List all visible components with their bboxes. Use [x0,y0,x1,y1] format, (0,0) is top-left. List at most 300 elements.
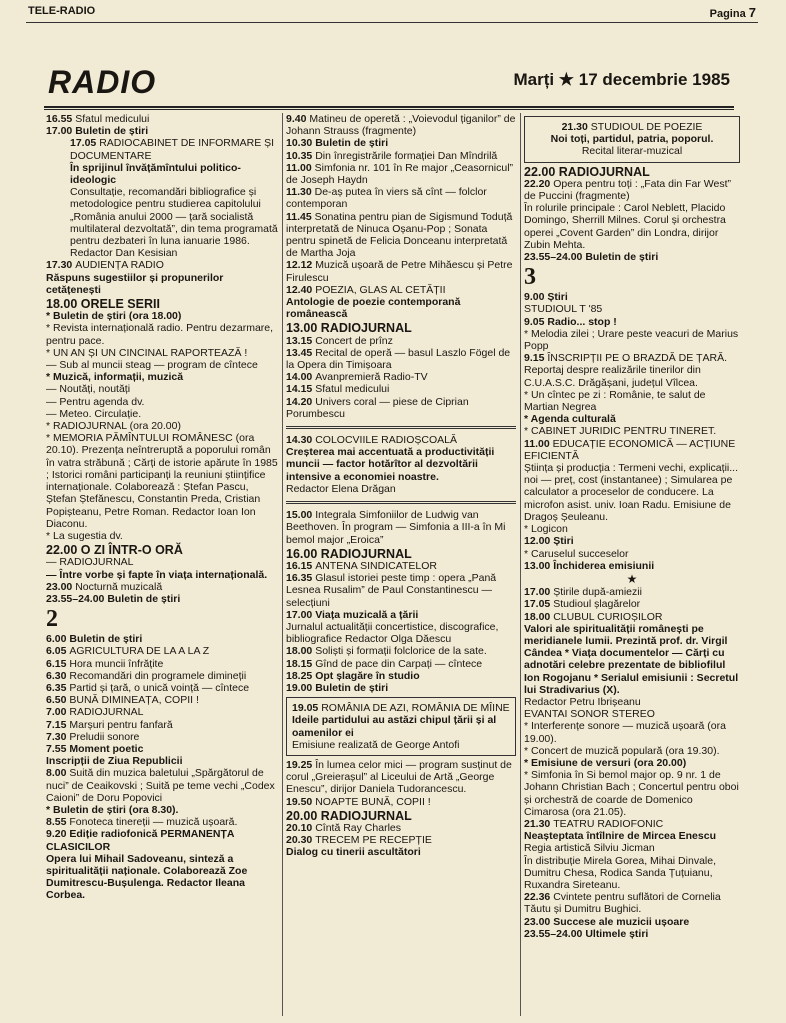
schedule-entry [286,509,516,546]
schedule-entry [286,670,516,682]
entry-text: EDUCAȚIE ECONOMICĂ — ACȚIUNE EFICIENTĂ [524,437,736,462]
schedule-entry [46,719,278,731]
entry-text: * Un cîntec pe zi : Românie, te salut de Martian Negrea [524,388,706,414]
entry-text: * Muzică, informații, muzică [46,371,184,384]
entry-text: Opera lui Mihail Sadoveanu, sinteză a spiritualității naționale. Colaborează Zoe Dumitrescu-Bușulenga. Redactor Ileana Corbea. [46,852,248,902]
schedule-entry [286,211,516,260]
entry-text: Știri [547,291,568,304]
entry-text: Inscripții de Ziua Republicii [46,755,183,768]
entry-text: RADIOJURNAL [320,321,412,336]
schedule-entry [286,347,516,371]
entry-text: Univers coral — piese de Ciprian Porumbescu [286,395,469,420]
page-word: Pagina [709,8,746,20]
entry-text: Neașteptata întîlnire de Mircea Enescu [524,830,716,843]
schedule-entry [286,335,516,347]
page-digit: 7 [748,5,756,20]
entry-text: — Sub al muncii steag — program de cîntece [46,359,258,372]
entry-text: Marșuri pentru fanfară [69,718,173,731]
entry-text: Gînd de pace din Carpați — cîntece [315,657,483,670]
entry-time: 22.00 [524,164,559,179]
schedule-entry [292,714,510,738]
entry-time: 19.05 [292,702,322,715]
entry-text: Buletin de știri [585,251,659,264]
entry-time: 18.15 [286,657,316,670]
entry-time: 7.15 [46,718,70,731]
schedule-entry [524,611,740,623]
schedule-entry [46,853,278,902]
schedule-entry [46,113,278,125]
header-rule-thin [44,109,734,110]
separator [286,501,516,504]
entry-text: Recomandări din programele dimineții [69,669,247,682]
entry-text: — Meteo. Circulație. [46,407,142,420]
schedule-entry [524,720,740,744]
schedule-entry [286,548,516,560]
entry-text: Știința și producția : Termeni vechi, explicații... noi — preț, cost (instantanee) ; Simularea pe calculator a proceselor de conducere. La microfon asist. univ. Ioan Radu. Emisiune de Dragoș Șeuleanu. [524,462,738,523]
schedule-entry [286,682,516,694]
entry-text: RADIOJURNAL [69,706,144,719]
schedule-entry [46,670,278,682]
schedule-entry [524,166,740,178]
entry-text: Închiderea emisiunii [553,559,655,572]
entry-text: Cîntă Ray Charles [315,821,401,834]
day-number-2: 2 [46,606,58,633]
entry-text: Buletin de știri [69,633,143,646]
entry-time: 14.15 [286,383,316,396]
schedule-entry [524,352,740,389]
schedule-entry [524,251,740,263]
schedule-entry [524,757,740,769]
schedule-entry [286,150,516,162]
schedule-entry [286,822,516,834]
schedule-block-3a [524,166,740,264]
schedule-entry [46,310,278,322]
entry-text: * RADIOJURNAL (ora 20.00) [46,420,181,433]
schedule-entry [524,708,740,720]
entry-time: 19.50 [286,795,316,808]
entry-text: Moment poetic [69,742,144,755]
schedule-entry [286,322,516,334]
entry-text: Creșterea mai accentuată a productivității muncii — factor hotărîtor al dezvoltării intensive a economiei noastre. [286,446,495,483]
entry-text: Ediție radiofonică PERMANENȚA CLASICILOR [46,828,235,853]
schedule-entry [46,682,278,694]
entry-text: Dialog cu tinerii ascultători [286,846,421,859]
day-number-3: 3 [524,264,536,291]
entry-time: 9.15 [524,352,548,365]
schedule-entry [46,272,278,296]
column-2 [286,113,516,859]
schedule-entry [286,645,516,657]
schedule-entry [286,371,516,383]
entry-text: Studioul șlagărelor [553,598,641,611]
schedule-entry [46,371,278,383]
schedule-entry [46,593,278,605]
entry-time: 9.40 [286,113,310,125]
entry-time: 17.00 [286,608,316,621]
entry-time: 21.30 [561,121,591,133]
column-1 [46,113,278,902]
schedule-entry [46,743,278,755]
schedule-entry [524,928,740,940]
entry-text: Recital literar-muzical [581,145,683,158]
schedule-block-2b [286,509,516,694]
entry-text: Ideile partidului au astăzi chipul țării și al oamenilor ei [292,714,497,739]
schedule-entry [46,544,278,556]
entry-time: 23.55–24.00 [524,927,586,940]
schedule-entry [46,408,278,420]
entry-text: În sprijinul învățămîntului politico-ideologic [70,161,241,187]
entry-text: Simfonia nr. 101 în Re major „Ceasornicul” de Joseph Haydn [286,161,514,187]
entry-text: Buletin de știri [315,681,389,694]
schedule-entry [524,769,740,818]
schedule-block-1a [46,113,278,296]
schedule-entry [286,186,516,210]
entry-time: 13.45 [286,346,316,359]
schedule-block-1c [46,633,278,901]
entry-time: 11.45 [286,210,315,223]
entry-text: * Agenda culturală [524,413,616,426]
schedule-entry [524,818,740,830]
broadcast-date: Marți ★ 17 decembrie 1985 [513,70,730,89]
entry-text: Ultimele știri [585,927,649,940]
entry-text: ÎNSCRIPȚII PE O BRAZDĂ DE ȚARĂ. Reportaj despre realizările tinerilor din C.U.A.S.C. Drăgășani, județul Vîlcea. [524,352,728,389]
schedule-entry [292,739,510,751]
entry-time: 8.55 [46,816,70,829]
entry-time: 19.00 [286,681,316,694]
entry-text: Partid și țară, o unică voință — cîntece [69,681,250,694]
entry-text: AUDIENȚA RADIO [75,259,164,272]
schedule-entry [286,834,516,846]
entry-text: Integrala Simfoniilor de Ludwig van Beethoven. În program — Simfonia a III-a în Mi bemol major „Eroica” [286,509,506,546]
entry-text: RADIOJURNAL [320,808,412,823]
entry-text: — RADIOJURNAL [46,556,134,569]
entry-text: * Revista internațională radio. Pentru dezarmare, pentru pace. [46,322,274,347]
entry-time: 22.20 [524,177,554,190]
entry-text: STUDIOUL T '85 [524,303,603,316]
entry-text: — Pentru agenda dv. [46,395,145,408]
schedule-entry [46,359,278,371]
schedule-entry [524,328,740,352]
schedule-entry [524,438,740,462]
schedule-entry [524,560,740,572]
schedule-box-radioscoala [286,434,516,495]
entry-time: 9.00 [524,291,548,304]
schedule-entry [46,298,278,310]
entry-text: TRECEM PE RECEPȚIE [315,834,432,847]
schedule-entry [286,483,516,495]
schedule-entry [524,916,740,928]
top-rule [26,22,758,23]
schedule-entry [524,535,740,547]
entry-time: 23.00 [46,580,76,593]
schedule-entry [286,796,516,808]
entry-text: ROMÂNIA DE AZI, ROMÂNIA DE MÎINE [321,702,510,715]
entry-text: — Între vorbe și fapte în viața internațională. [46,568,268,581]
schedule-entry [46,125,278,137]
entry-text: Redactor Petru Ibrișeanu [524,695,641,708]
entry-text: Viața muzicală a țării [315,608,419,621]
entry-time: 9.05 [524,315,548,328]
entry-text: Buletin de știri [315,137,389,150]
schedule-entry [286,284,516,296]
schedule-entry [46,581,278,593]
schedule-entry [46,420,278,432]
entry-time: 19.25 [286,758,316,771]
entry-time: 7.55 [46,742,70,755]
entry-text: Sfatul medicului [75,113,150,125]
entry-time: 14.30 [286,434,316,447]
entry-time: 6.30 [46,669,70,682]
schedule-entry [286,259,516,283]
schedule-entry [286,759,516,796]
entry-text: Suită din muzica baletului „Spărgătorul de nuci” de Ceaikovski ; Suită pe teme vechi „Codex Caioni” de Doru Popovici [46,767,275,804]
entry-time: 12.12 [286,259,316,272]
schedule-entry [46,347,278,359]
schedule-entry [524,178,740,202]
column-divider-1 [282,113,283,1016]
entry-text: ORELE SERII [80,297,160,312]
schedule-entry [286,609,516,621]
entry-text: CLUBUL CURIOȘILOR [553,610,663,623]
entry-text: Buletin de știri [107,592,181,605]
schedule-entry [46,432,278,530]
schedule-entry [46,828,278,852]
entry-time: 6.50 [46,694,70,707]
entry-time: 13.00 [286,321,321,336]
entry-text: * Buletin de știri (ora 8.30). [46,803,179,816]
entry-text: Noi toți, partidul, patria, poporul. [550,133,714,146]
schedule-entry [286,658,516,670]
entry-time: 11.00 [286,161,315,174]
schedule-block-2c [286,759,516,859]
schedule-entry [46,731,278,743]
schedule-entry [524,291,740,303]
entry-text: Sonatina pentru pian de Sigismund Toduță interpretată de Ninuca Oșanu-Pop ; Sonata pentru spinetă de Felicia Donceanu interpretată de Martha Joja [286,210,513,260]
entry-time: 6.35 [46,681,70,694]
schedule-entry [524,389,740,413]
schedule-entry [286,621,516,645]
schedule-entry [46,556,278,568]
column-3 [524,113,740,940]
entry-text: Nocturnă muzicală [75,580,163,593]
entry-text: Buletin de știri [75,125,149,138]
entry-text: * Melodia zilei ; Urare peste veacuri de Marius Popp [524,327,739,353]
schedule-entry [46,569,278,581]
entry-time: 6.00 [46,633,70,646]
entry-text: TEATRU RADIOFONIC [553,817,664,830]
entry-text: Din înregistrările formației Dan Mîndrilă [315,149,498,162]
entry-text: Recital de operă — basul Laszlo Fögel de la Opera din Timișoara [286,346,511,372]
schedule-entry [524,202,740,251]
schedule-entry [524,413,740,425]
schedule-entry [46,162,278,186]
schedule-block-3b [524,291,740,572]
entry-time: 22.36 [524,891,554,904]
schedule-entry [46,186,278,247]
entry-text: Muzică ușoară de Petre Mihăescu și Petre Firulescu [286,259,513,284]
entry-text: STUDIOUL DE POEZIE [590,121,703,133]
entry-text: Opera pentru toți : „Fata din Far West” de Puccini (fragmente) [524,177,731,203]
entry-text: * Simfonia în Si bemol major op. 9 nr. 1 de Johann Christian Bach ; Concertul pentru oboi și orchestră de coarde de Domenico Cimarosa (ora 21.05). [524,769,739,818]
entry-time: 23.00 [524,915,554,928]
entry-time: 7.00 [46,706,70,719]
entry-text: Antologie de poezie contemporană românească [286,296,461,321]
page-number [710,5,756,20]
entry-time: 9.20 [46,828,70,841]
entry-text: * Interferențe sonore — muzică ușoară (ora 19.00). [524,720,726,745]
schedule-entry [286,846,516,858]
schedule-block-1b [46,298,278,605]
entry-text: * La sugestia dv. [46,529,123,542]
schedule-entry [524,598,740,610]
section-label: TELE-RADIO [28,5,96,17]
entry-text: Opt șlagăre în studio [315,669,420,682]
entry-time: 16.15 [286,559,316,572]
entry-text: Hora muncii înfrățite [69,657,164,670]
entry-text: NOAPTE BUNĂ, COPII ! [315,795,431,808]
header-rule [44,106,734,108]
entry-text: * Emisiune de versuri (ora 20.00) [524,756,687,769]
schedule-entry [46,694,278,706]
schedule-entry [524,623,740,696]
schedule-entry [524,303,740,315]
entry-text: Avanpremieră Radio-TV [315,371,428,384]
schedule-entry [46,383,278,395]
entry-time: 14.00 [286,371,316,384]
entry-text: Succese ale muzicii ușoare [553,915,690,928]
separator [286,426,516,429]
entry-time: 13.00 [524,559,554,572]
entry-text: — Noutăți, noutăți [46,383,131,396]
entry-time: 6.15 [46,657,70,670]
entry-text: * MEMORIA PĂMÎNTULUI ROMÂNESC (ora 20.10). Prezența neîntreruptă a poporului român în vatra străbună ; Cărți de istorie apărute în 1985 ; Istorici români participanți la reuniuni științifice internaționale. Colaborează : Ștefan Pascu, Ștefan Ștefănescu, Constantin Preda, Cristian Popișteanu, Petre Roman. Redactor Ioan Ion Diaconu. [46,432,278,530]
entry-time: 17.05 [70,137,100,150]
entry-time: 23.55–24.00 [524,251,586,264]
schedule-entry [46,767,278,804]
schedule-box-poezie [524,116,740,163]
entry-text: De-aș putea în viers să cînt — folclor contemporan [286,186,487,211]
schedule-block-2a [286,113,516,420]
schedule-entry [46,645,278,657]
entry-text: În lumea celor mici — program susținut de corul „Greierașul” al Liceului de Artă „George Enescu”, dirijor Daniela Tudorancescu. [286,758,512,796]
entry-text: POEZIA, GLAS AL CETĂȚII [315,283,446,296]
entry-text: * Buletin de știri (ora 18.00) [46,310,182,323]
column-divider-2 [520,113,521,1016]
schedule-entry [46,706,278,718]
entry-text: Consultație, recomandări bibliografice și metodologice pentru studierea capitolului „România anului 2000 — țară socialistă multilateral dezvoltată”, din tema programată pentru dezbateri în luna ianuarie 1986. [70,186,278,248]
entry-text: Sfatul medicului [315,383,390,396]
entry-text: Matineu de operetă : „Voievodul țiganilor” de Johann Strauss (fragmente) [286,113,516,138]
schedule-entry [286,434,516,446]
entry-text: Emisiune realizată de George Antofi [292,738,460,751]
schedule-entry [46,247,278,259]
schedule-entry [46,633,278,645]
schedule-entry [46,816,278,828]
entry-time: 20.10 [286,821,316,834]
schedule-block-3c [524,586,740,940]
entry-text: În distribuție Mirela Gorea, Mihai Dinvale, Dumitru Chesa, Rodica Sanda Țuțuianu, Ruxandra Sireteanu. [524,854,716,891]
schedule-entry [524,891,740,915]
schedule-entry [524,425,740,437]
entry-text: EVANTAI SONOR STEREO [524,708,655,721]
radio-title: RADIO [48,64,157,100]
schedule-entry [530,121,734,133]
entry-text: RADIOCABINET DE INFORMARE ȘI DOCUMENTARE [70,137,275,162]
entry-time: 20.30 [286,834,316,847]
entry-time: 6.05 [46,645,70,658]
schedule-entry [286,383,516,395]
schedule-entry [46,755,278,767]
entry-text: Redactor Elena Drăgan [286,482,396,495]
entry-text: ANTENA SINDICATELOR [315,559,437,572]
entry-time: 18.00 [524,610,554,623]
entry-text: Radio... stop ! [547,315,617,328]
star-divider: ★ [626,571,638,586]
schedule-entry [524,316,740,328]
schedule-entry [286,396,516,420]
entry-time: 15.00 [286,509,316,522]
entry-text: BUNĂ DIMINEAȚA, COPII ! [69,694,199,707]
schedule-entry [286,113,516,137]
entry-time: 16.35 [286,572,316,585]
entry-text: Concert de prînz [315,334,393,347]
entry-text: * UN AN ȘI UN CINCINAL RAPORTEAZĂ ! [46,346,248,359]
entry-time: 7.30 [46,730,70,743]
entry-time: 22.00 [46,543,81,558]
entry-text: * Caruselul succeselor [524,547,629,560]
entry-time: 12.00 [524,535,554,548]
schedule-entry [46,396,278,408]
entry-time: 13.15 [286,334,316,347]
schedule-entry [286,446,516,483]
entry-text: Răspuns sugestiilor și propunerilor cetățenești [46,271,224,296]
entry-time: 23.55–24.00 [46,592,108,605]
entry-text: * CABINET JURIDIC PENTRU TINERET. [524,425,717,438]
schedule-entry [286,810,516,822]
entry-text: Jurnalul actualității concertistice, discografice, bibliografice Redactor Olga Dăescu [286,620,499,646]
schedule-entry [530,133,734,145]
entry-time: 10.30 [286,137,316,150]
schedule-entry [524,523,740,535]
schedule-entry [292,702,510,714]
entry-time: 20.00 [286,808,321,823]
entry-text: Fonoteca tinereții — muzică ușoară. [69,816,238,829]
entry-text: O ZI ÎNTR-O ORĂ [80,543,183,558]
entry-time: 17.30 [46,259,76,272]
entry-time: 10.35 [286,149,316,162]
schedule-entry [286,137,516,149]
schedule-entry [46,322,278,346]
entry-text: * Logicon [524,523,568,536]
entry-time: 8.00 [46,767,70,780]
schedule-entry [524,696,740,708]
entry-text: AGRICULTURA DE LA A LA Z [69,645,210,658]
schedule-entry [46,530,278,542]
entry-text: RADIOJURNAL [320,546,412,561]
schedule-entry [524,548,740,560]
entry-time: 18.00 [46,297,81,312]
entry-text: Știrile după-amiezii [553,586,642,599]
schedule-entry [524,462,740,523]
entry-time: 17.05 [524,598,554,611]
entry-time: 16.00 [286,546,321,561]
entry-text: În rolurile principale : Carol Neblett, Placido Domingo, Sherrill Milnes. Corul și orchestra operei „Covent Garden” din Londra, dirijor Zubin Mehta. [524,202,726,251]
entry-time: 17.00 [46,125,76,138]
schedule-entry [524,586,740,598]
schedule-entry [286,572,516,609]
schedule-entry [286,560,516,572]
entry-time: 17.00 [524,586,554,599]
